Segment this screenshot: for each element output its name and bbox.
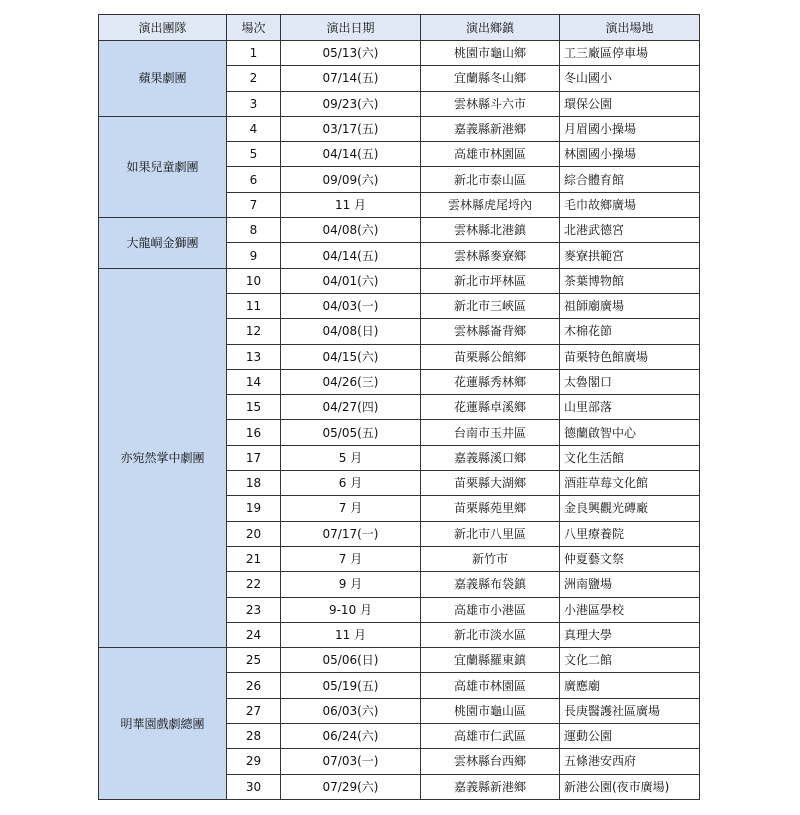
performance-date-cell: 07/29(六)	[281, 774, 421, 799]
performance-town-cell: 高雄市小港區	[421, 597, 560, 622]
performance-town-cell: 桃園市龜山區	[421, 698, 560, 723]
performance-venue-cell: 真理大學	[560, 622, 700, 647]
session-number-cell: 28	[227, 724, 281, 749]
performance-town-cell: 新北市泰山區	[421, 167, 560, 192]
session-number-cell: 8	[227, 218, 281, 243]
session-number-cell: 25	[227, 648, 281, 673]
performance-venue-cell: 太魯閣口	[560, 369, 700, 394]
performance-date-cell: 04/03(一)	[281, 293, 421, 318]
performance-town-cell: 新北市淡水區	[421, 622, 560, 647]
performance-venue-cell: 小港區學校	[560, 597, 700, 622]
performance-town-cell: 宜蘭縣冬山鄉	[421, 66, 560, 91]
performance-venue-cell: 綜合體育館	[560, 167, 700, 192]
session-number-cell: 23	[227, 597, 281, 622]
performance-town-cell: 嘉義縣新港鄉	[421, 116, 560, 141]
table-row	[99, 648, 700, 673]
performance-date-cell: 5 月	[281, 445, 421, 470]
session-number-cell: 12	[227, 319, 281, 344]
performance-venue-cell: 北港武德宮	[560, 218, 700, 243]
header-row	[99, 15, 700, 41]
performance-town-cell: 桃園市龜山鄉	[421, 41, 560, 66]
performance-town-cell: 苗栗縣苑里鄉	[421, 496, 560, 521]
performance-venue-cell: 環保公園	[560, 91, 700, 116]
performance-venue-cell: 木棉花節	[560, 319, 700, 344]
performance-town-cell: 高雄市林園區	[421, 673, 560, 698]
performance-date-cell: 04/08(六)	[281, 218, 421, 243]
performance-town-cell: 雲林縣崙背鄉	[421, 319, 560, 344]
session-number-cell: 10	[227, 268, 281, 293]
performance-venue-cell: 麥寮拱範宮	[560, 243, 700, 268]
session-number-cell: 27	[227, 698, 281, 723]
performance-date-cell: 05/13(六)	[281, 41, 421, 66]
session-number-cell: 18	[227, 471, 281, 496]
performance-date-cell: 03/17(五)	[281, 116, 421, 141]
session-number-cell: 24	[227, 622, 281, 647]
performance-date-cell: 07/14(五)	[281, 66, 421, 91]
performance-date-cell: 06/24(六)	[281, 724, 421, 749]
table-row	[99, 218, 700, 243]
performance-town-cell: 苗栗縣公館鄉	[421, 344, 560, 369]
performance-venue-cell: 工三廠區停車場	[560, 41, 700, 66]
session-number-cell: 29	[227, 749, 281, 774]
performance-date-cell: 07/03(一)	[281, 749, 421, 774]
team-name-cell: 大龍峒金獅團	[99, 218, 227, 269]
performance-town-cell: 宜蘭縣羅東鎮	[421, 648, 560, 673]
table-header	[99, 15, 700, 41]
team-name-cell: 蘋果劇團	[99, 41, 227, 117]
performance-venue-cell: 運動公園	[560, 724, 700, 749]
performance-town-cell: 高雄市仁武區	[421, 724, 560, 749]
performance-town-cell: 雲林縣台西鄉	[421, 749, 560, 774]
performance-venue-cell: 毛巾故鄉廣場	[560, 192, 700, 217]
performance-venue-cell: 新港公園(夜市廣場)	[560, 774, 700, 799]
header-date: 演出日期	[281, 15, 421, 41]
performance-town-cell: 雲林縣虎尾埒內	[421, 192, 560, 217]
performance-venue-cell: 祖師廟廣場	[560, 293, 700, 318]
session-number-cell: 26	[227, 673, 281, 698]
performance-date-cell: 04/14(五)	[281, 142, 421, 167]
table-body	[99, 41, 700, 800]
performance-date-cell: 7 月	[281, 496, 421, 521]
performance-date-cell: 04/15(六)	[281, 344, 421, 369]
performance-schedule-table	[98, 14, 700, 800]
performance-venue-cell: 山里部落	[560, 395, 700, 420]
performance-date-cell: 04/01(六)	[281, 268, 421, 293]
performance-town-cell: 台南市玉井區	[421, 420, 560, 445]
performance-date-cell: 7 月	[281, 546, 421, 571]
performance-date-cell: 05/05(五)	[281, 420, 421, 445]
header-session: 場次	[227, 15, 281, 41]
team-name-cell: 亦宛然掌中劇團	[99, 268, 227, 647]
session-number-cell: 21	[227, 546, 281, 571]
session-number-cell: 20	[227, 521, 281, 546]
performance-date-cell: 04/08(日)	[281, 319, 421, 344]
session-number-cell: 2	[227, 66, 281, 91]
performance-date-cell: 05/06(日)	[281, 648, 421, 673]
performance-date-cell: 11 月	[281, 622, 421, 647]
team-name-cell: 如果兒童劇團	[99, 116, 227, 217]
performance-date-cell: 9 月	[281, 572, 421, 597]
session-number-cell: 4	[227, 116, 281, 141]
performance-venue-cell: 冬山國小	[560, 66, 700, 91]
session-number-cell: 9	[227, 243, 281, 268]
session-number-cell: 17	[227, 445, 281, 470]
performance-date-cell: 09/09(六)	[281, 167, 421, 192]
performance-date-cell: 6 月	[281, 471, 421, 496]
performance-town-cell: 花蓮縣卓溪鄉	[421, 395, 560, 420]
performance-venue-cell: 長庚醫護社區廣場	[560, 698, 700, 723]
session-number-cell: 15	[227, 395, 281, 420]
performance-town-cell: 嘉義縣布袋鎮	[421, 572, 560, 597]
header-town: 演出鄉鎮	[421, 15, 560, 41]
performance-venue-cell: 文化二館	[560, 648, 700, 673]
performance-venue-cell: 月眉國小操場	[560, 116, 700, 141]
performance-date-cell: 9-10 月	[281, 597, 421, 622]
table-row	[99, 41, 700, 66]
session-number-cell: 6	[227, 167, 281, 192]
performance-venue-cell: 德蘭啟智中心	[560, 420, 700, 445]
performance-venue-cell: 仲夏藝文祭	[560, 546, 700, 571]
performance-date-cell: 04/14(五)	[281, 243, 421, 268]
performance-venue-cell: 五條港安西府	[560, 749, 700, 774]
performance-venue-cell: 茶葉博物館	[560, 268, 700, 293]
performance-date-cell: 07/17(一)	[281, 521, 421, 546]
session-number-cell: 22	[227, 572, 281, 597]
session-number-cell: 11	[227, 293, 281, 318]
performance-town-cell: 嘉義縣溪口鄉	[421, 445, 560, 470]
header-team: 演出團隊	[99, 15, 227, 41]
performance-town-cell: 苗栗縣大湖鄉	[421, 471, 560, 496]
table-row	[99, 116, 700, 141]
session-number-cell: 16	[227, 420, 281, 445]
session-number-cell: 30	[227, 774, 281, 799]
performance-town-cell: 雲林縣斗六市	[421, 91, 560, 116]
performance-town-cell: 新北市三峽區	[421, 293, 560, 318]
performance-venue-cell: 文化生活館	[560, 445, 700, 470]
performance-town-cell: 雲林縣麥寮鄉	[421, 243, 560, 268]
session-number-cell: 5	[227, 142, 281, 167]
session-number-cell: 7	[227, 192, 281, 217]
session-number-cell: 3	[227, 91, 281, 116]
session-number-cell: 19	[227, 496, 281, 521]
performance-date-cell: 04/26(三)	[281, 369, 421, 394]
performance-town-cell: 新北市坪林區	[421, 268, 560, 293]
performance-date-cell: 05/19(五)	[281, 673, 421, 698]
session-number-cell: 14	[227, 369, 281, 394]
performance-town-cell: 雲林縣北港鎮	[421, 218, 560, 243]
performance-venue-cell: 金良興觀光磚廠	[560, 496, 700, 521]
performance-town-cell: 新竹市	[421, 546, 560, 571]
session-number-cell: 1	[227, 41, 281, 66]
performance-date-cell: 06/03(六)	[281, 698, 421, 723]
table-row	[99, 268, 700, 293]
performance-town-cell: 嘉義縣新港鄉	[421, 774, 560, 799]
performance-date-cell: 11 月	[281, 192, 421, 217]
performance-town-cell: 新北市八里區	[421, 521, 560, 546]
performance-venue-cell: 酒莊草莓文化館	[560, 471, 700, 496]
performance-town-cell: 高雄市林園區	[421, 142, 560, 167]
performance-date-cell: 09/23(六)	[281, 91, 421, 116]
performance-venue-cell: 林園國小操場	[560, 142, 700, 167]
session-number-cell: 13	[227, 344, 281, 369]
performance-town-cell: 花蓮縣秀林鄉	[421, 369, 560, 394]
performance-date-cell: 04/27(四)	[281, 395, 421, 420]
header-venue: 演出場地	[560, 15, 700, 41]
performance-venue-cell: 洲南鹽場	[560, 572, 700, 597]
team-name-cell: 明華園戲劇總團	[99, 648, 227, 800]
performance-venue-cell: 八里療養院	[560, 521, 700, 546]
performance-venue-cell: 廣應廟	[560, 673, 700, 698]
performance-venue-cell: 苗栗特色館廣場	[560, 344, 700, 369]
